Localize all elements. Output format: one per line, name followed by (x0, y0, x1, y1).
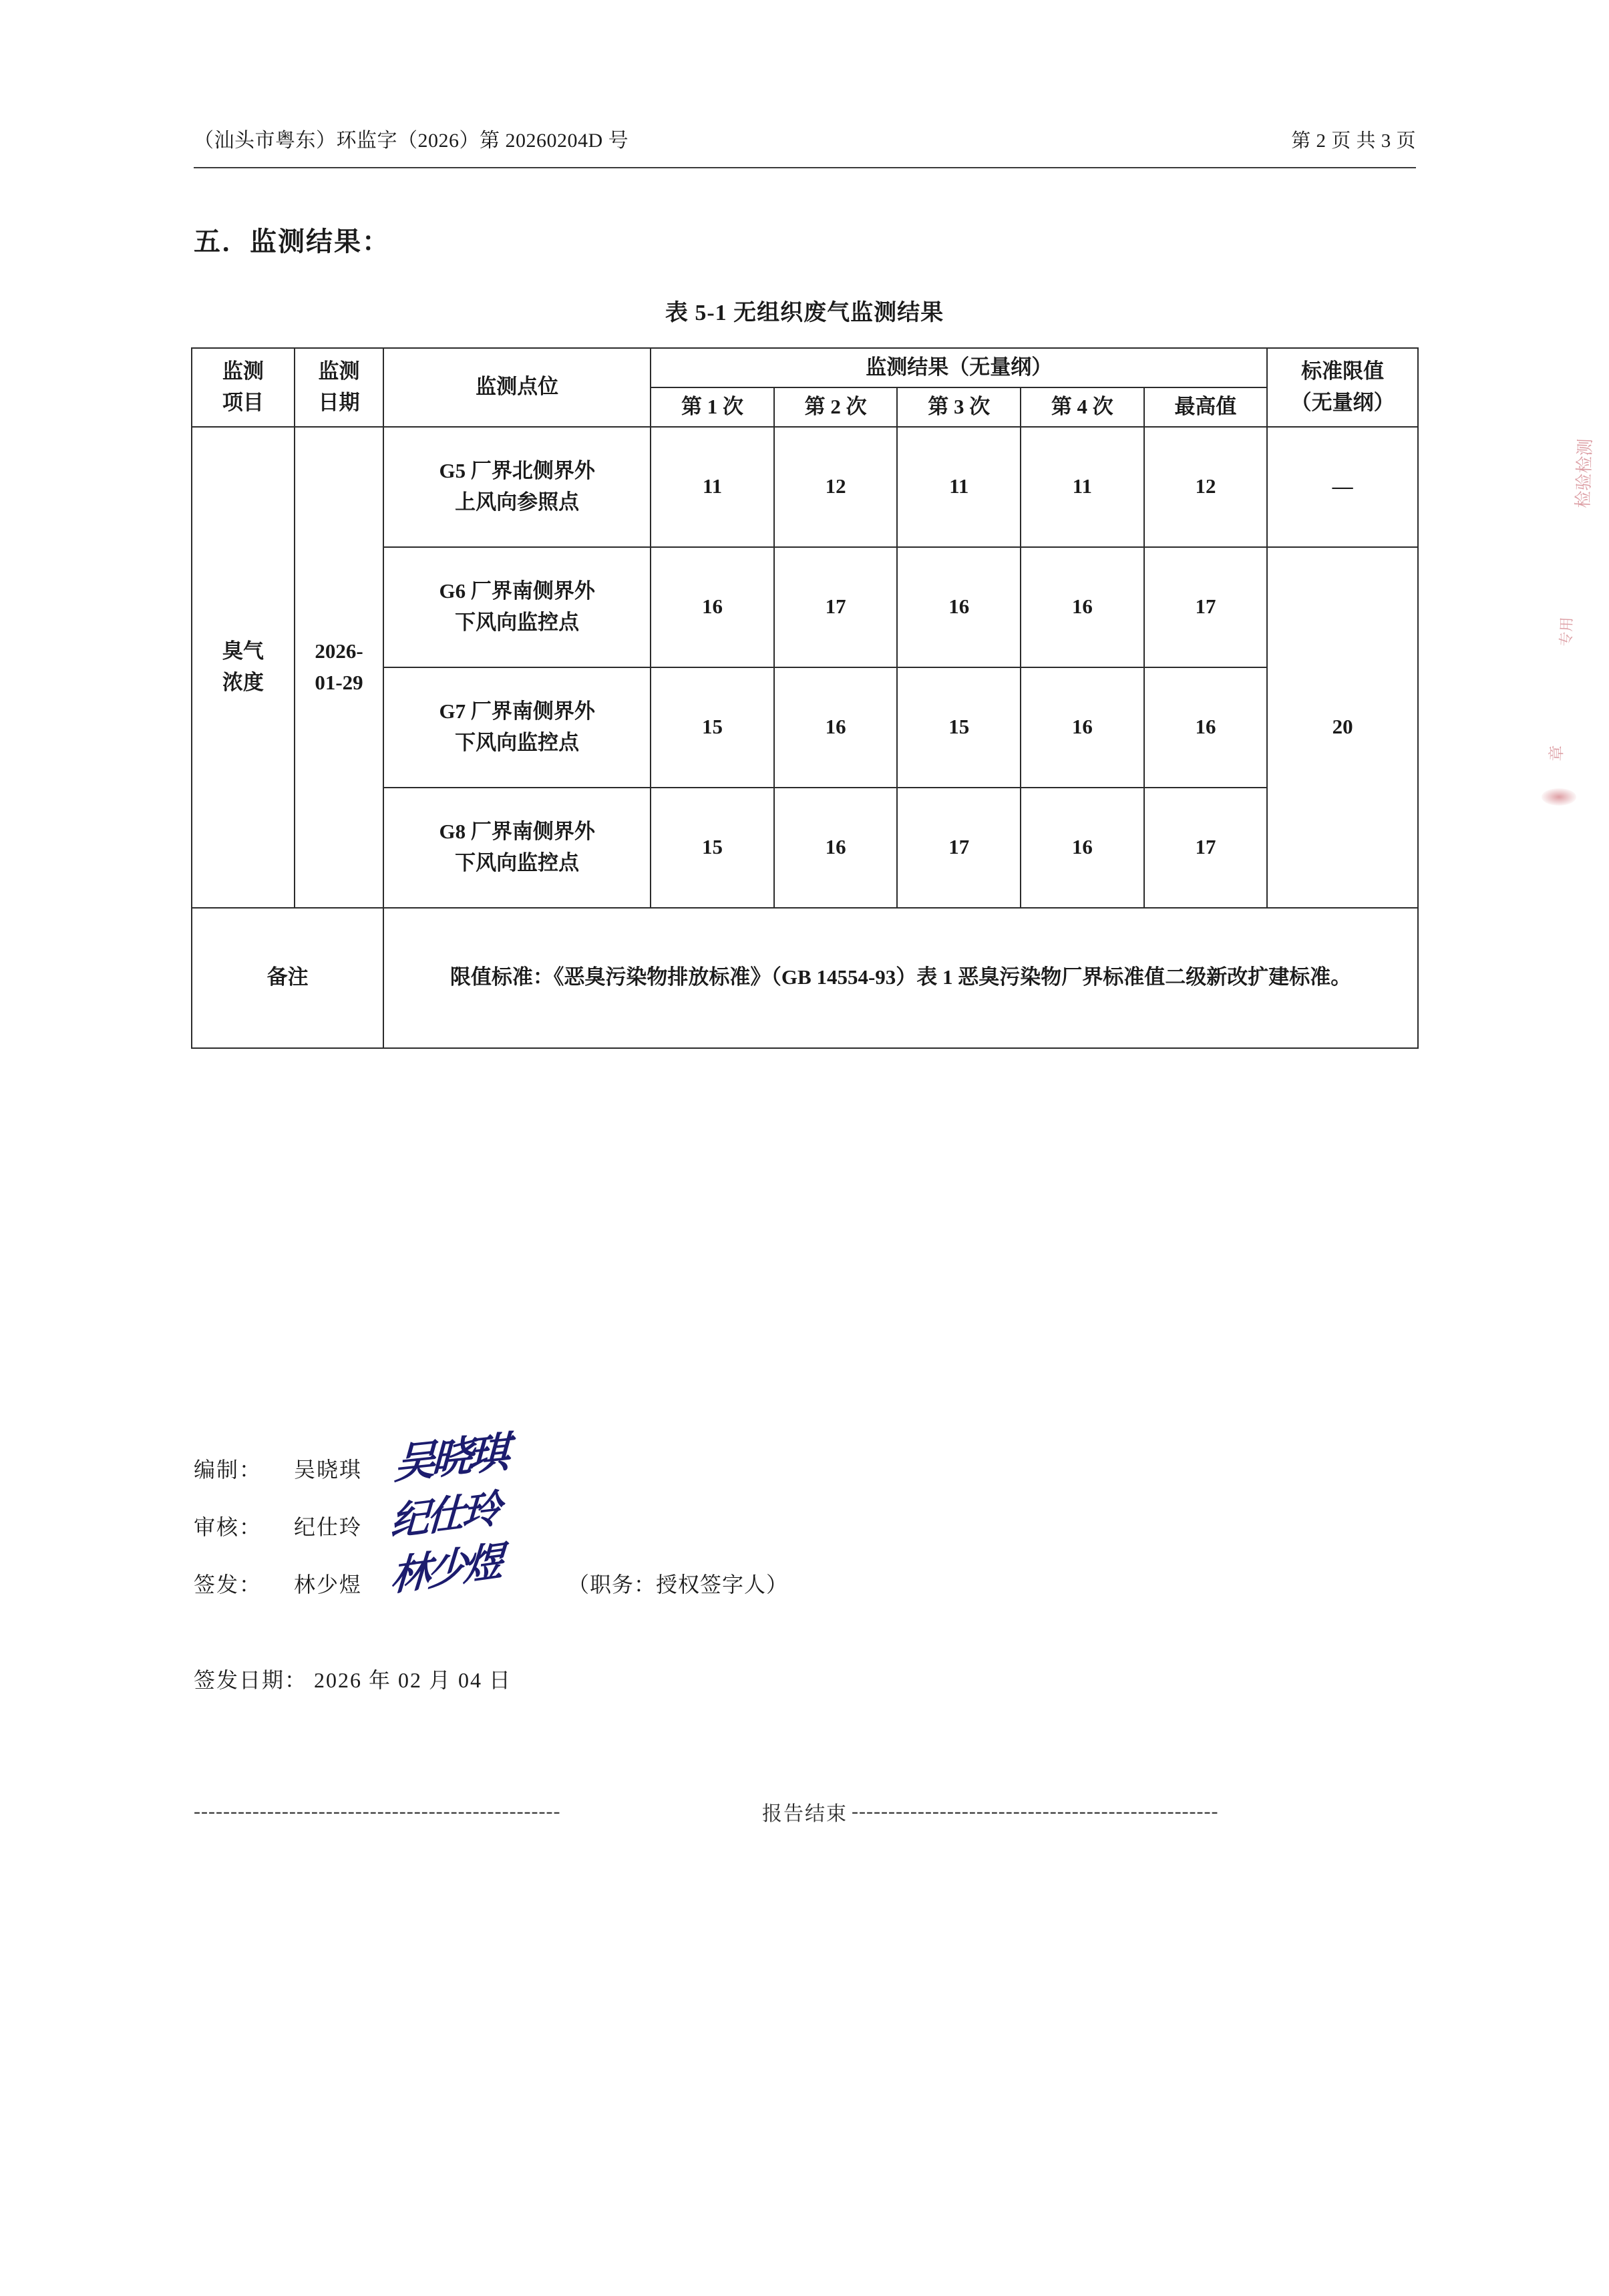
cell-value-t1: 15 (651, 667, 774, 788)
issued-handwritten-signature: 林少煜 (389, 1537, 502, 1601)
table-row (192, 427, 1418, 547)
table-header-row-1 (192, 348, 1418, 387)
cell-value-t2: 16 (774, 667, 898, 788)
cell-limit-reference: — (1267, 427, 1418, 547)
cell-point: G6 厂界南侧界外 下风向监控点 (383, 547, 651, 667)
prepared-handwritten-signature: 吴晓琪 (393, 1427, 507, 1489)
cell-value-t4: 16 (1021, 667, 1144, 788)
header-results-group: 监测结果（无量纲） (651, 348, 1267, 387)
header-time-4: 第 4 次 (1021, 387, 1144, 427)
cell-value-t2: 17 (774, 547, 898, 667)
cell-value-t1: 15 (651, 788, 774, 908)
cell-value-max: 12 (1144, 427, 1268, 547)
reviewed-name: 纪仕玲 (294, 1515, 363, 1539)
stamp-smudge (1542, 788, 1576, 806)
cell-value-t4: 11 (1021, 427, 1144, 547)
issued-role: （职务：授权签字人） (568, 1573, 789, 1597)
cell-limit-value: 20 (1267, 547, 1418, 908)
header-max: 最高值 (1144, 387, 1268, 427)
cell-value-max: 16 (1144, 667, 1268, 788)
cell-value-t3: 15 (897, 667, 1021, 788)
header-time-2: 第 2 次 (774, 387, 898, 427)
cell-point: G5 厂界北侧界外 上风向参照点 (383, 427, 651, 547)
issue-date (194, 1663, 512, 1694)
header-divider (194, 167, 1416, 168)
monitoring-results-table (191, 347, 1419, 1049)
cell-value-max: 17 (1144, 547, 1268, 667)
cell-item-name: 臭气 浓度 (192, 427, 295, 908)
section-title: 五．监测结果： (194, 226, 390, 257)
cell-value-t3: 11 (897, 427, 1021, 547)
reviewed-label: 审核： (194, 1515, 262, 1539)
page-header (194, 124, 1416, 153)
report-end-text: 报告结束 (762, 1803, 848, 1825)
table-caption: 表 5-1 无组织废气监测结果 (665, 301, 944, 325)
issue-date-value: 2026 年 02 月 04 日 (314, 1668, 512, 1692)
prepared-label: 编制： (194, 1458, 262, 1482)
cell-value-t3: 17 (897, 788, 1021, 908)
signature-row-reviewed (194, 1485, 1416, 1554)
cell-point: G7 厂界南侧界外 下风向监控点 (383, 667, 651, 788)
cell-value-t4: 16 (1021, 788, 1144, 908)
stamp-mark-2: 专用 (1558, 617, 1576, 647)
cell-value-t1: 11 (651, 427, 774, 547)
signature-row-prepared (194, 1427, 1416, 1497)
signature-block (194, 1427, 1416, 1612)
cell-value-t1: 16 (651, 547, 774, 667)
header-item: 监测 项目 (192, 348, 295, 427)
issued-label: 签发： (194, 1573, 262, 1597)
cell-value-t3: 16 (897, 547, 1021, 667)
header-limit: 标准限值 （无量纲） (1267, 348, 1418, 427)
cell-value-t2: 12 (774, 427, 898, 547)
signature-row-issued (194, 1537, 1416, 1612)
stamp-mark-1: 检验检测 (1573, 438, 1596, 509)
cell-remark-label: 备注 (192, 908, 383, 1048)
prepared-name: 吴晓琪 (294, 1458, 363, 1482)
issue-date-label: 签发日期： (194, 1668, 308, 1692)
issued-name: 林少煜 (294, 1573, 363, 1597)
cell-value-t2: 16 (774, 788, 898, 908)
header-time-3: 第 3 次 (897, 387, 1021, 427)
stamp-mark-3: 章 (1547, 745, 1566, 762)
dash-right: -------------------------------------------------- (852, 1800, 1219, 1822)
report-end-line (194, 1797, 1416, 1826)
page-number: 第 2 页 共 3 页 (1291, 130, 1416, 152)
cell-value-max: 17 (1144, 788, 1268, 908)
cell-point: G8 厂界南侧界外 下风向监控点 (383, 788, 651, 908)
dash-left: -------------------------------------------------- (194, 1800, 561, 1822)
table-remark-row (192, 908, 1418, 1048)
cell-date: 2026- 01-29 (295, 427, 383, 908)
header-time-1: 第 1 次 (651, 387, 774, 427)
document-number: （汕头市粤东）环监字（2026）第 20260204D 号 (194, 130, 629, 152)
header-point: 监测点位 (383, 348, 651, 427)
cell-remark-text: 限值标准：《恶臭污染物排放标准》（GB 14554-93）表 1 恶臭污染物厂界标准值二级新改扩建标准。 (383, 908, 1418, 1048)
reviewed-handwritten-signature: 纪仕玲 (389, 1485, 500, 1545)
cell-value-t4: 16 (1021, 547, 1144, 667)
header-date: 监测 日期 (295, 348, 383, 427)
